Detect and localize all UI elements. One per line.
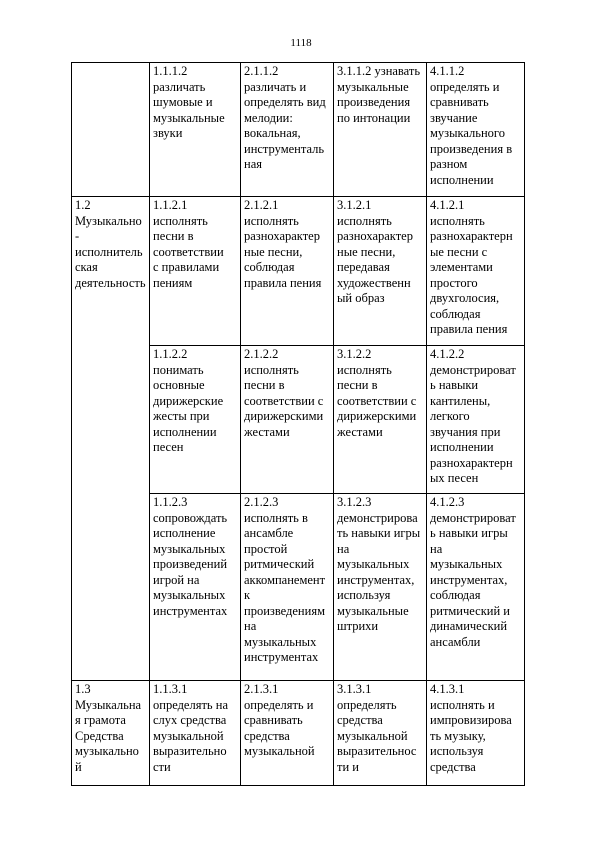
objective-text: 1.1.2.1 исполнять песни в соответствии с правилами пениям	[153, 198, 224, 290]
objective-text: 3.1.3.1 определять средства музыкальной выразительнос ти и	[337, 682, 417, 774]
objective-text: 1.1.1.2 различать шумовые и музыкальные звуки	[153, 64, 225, 140]
page-number: 1118	[290, 37, 312, 49]
section-text: 1.2 Музыкально - исполнитель ская деятельность	[75, 198, 146, 290]
curriculum-table	[71, 62, 525, 786]
grade-2-cell	[241, 681, 334, 786]
grade-4-cell	[427, 681, 525, 786]
grade-4-cell	[427, 346, 525, 494]
objective-text: 3.1.2.1 исполнять разнохарактер ные песни, передавая художественн ый образ	[337, 198, 413, 305]
objective-text: 4.1.2.3 демонстрироват ь навыки игры на музыкальных инструментах, соблюдая ритмический и динамический ансамбли	[430, 495, 516, 649]
section-text: 1.3 Музыкальна я грамота Средства музыкально й	[75, 682, 142, 774]
objective-text: 2.1.2.1 исполнять разнохарактер ные песни, соблюдая правила пения	[244, 198, 322, 290]
grade-2-cell	[241, 494, 334, 681]
table-row	[72, 681, 525, 786]
grade-3-cell	[334, 681, 427, 786]
grade-3-cell	[334, 494, 427, 681]
objective-text: 3.1.2.3 демонстрирова ть навыки игры на музыкальных инструментах, используя музыкальные штрихи	[337, 495, 421, 633]
objective-text: 4.1.2.2 демонстрироват ь навыки кантилены, легкого звучания при исполнении разнохарактерн ых песен	[430, 347, 516, 485]
grade-1-cell	[150, 494, 241, 681]
section-cell	[72, 197, 150, 681]
objective-text: 2.1.3.1 определять и сравнивать средства музыкальной	[244, 682, 315, 758]
grade-4-cell	[427, 197, 525, 346]
objective-text: 2.1.1.2 различать и определять вид мелодии: вокальная, инструменталь ная	[244, 64, 326, 171]
objective-text: 1.1.2.3 сопровождать исполнение музыкальных произведений игрой на музыкальных инструментах	[153, 495, 228, 618]
grade-4-cell	[427, 494, 525, 681]
table-row	[72, 63, 525, 197]
objective-text: 3.1.2.2 исполнять песни в соответствии с дирижерскими жестами	[337, 347, 417, 439]
grade-1-cell	[150, 346, 241, 494]
objective-text: 2.1.2.2 исполнять песни в соответствии с дирижерскими жестами	[244, 347, 324, 439]
grade-3-cell	[334, 63, 427, 197]
objective-text: 2.1.2.3 исполнять в ансамбле простой ритмический аккомпанемент к произведениям на музыкальных инструментах	[244, 495, 326, 664]
grade-3-cell	[334, 346, 427, 494]
grade-2-cell	[241, 346, 334, 494]
objective-text: 1.1.3.1 определять на слух средства музыкальной выразительно сти	[153, 682, 228, 774]
grade-1-cell	[150, 197, 241, 346]
objective-text: 4.1.3.1 исполнять и импровизирова ть музыку, используя средства	[430, 682, 512, 774]
objective-text: 1.1.2.2 понимать основные дирижерские жесты при исполнении песен	[153, 347, 224, 454]
grade-2-cell	[241, 197, 334, 346]
objective-text: 4.1.2.1 исполнять разнохарактерн ые песни с элементами простого двухголосия, соблюдая правила пения	[430, 198, 513, 336]
objective-text: 4.1.1.2 определять и сравнивать звучание музыкального произведения в разном исполнении	[430, 64, 513, 187]
grade-1-cell	[150, 63, 241, 197]
grade-4-cell	[427, 63, 525, 197]
objective-text: 3.1.1.2 узнавать музыкальные произведения по интонации	[337, 64, 421, 125]
section-cell	[72, 681, 150, 786]
grade-3-cell	[334, 197, 427, 346]
grade-2-cell	[241, 63, 334, 197]
table-row	[72, 197, 525, 346]
section-cell	[72, 63, 150, 197]
grade-1-cell	[150, 681, 241, 786]
